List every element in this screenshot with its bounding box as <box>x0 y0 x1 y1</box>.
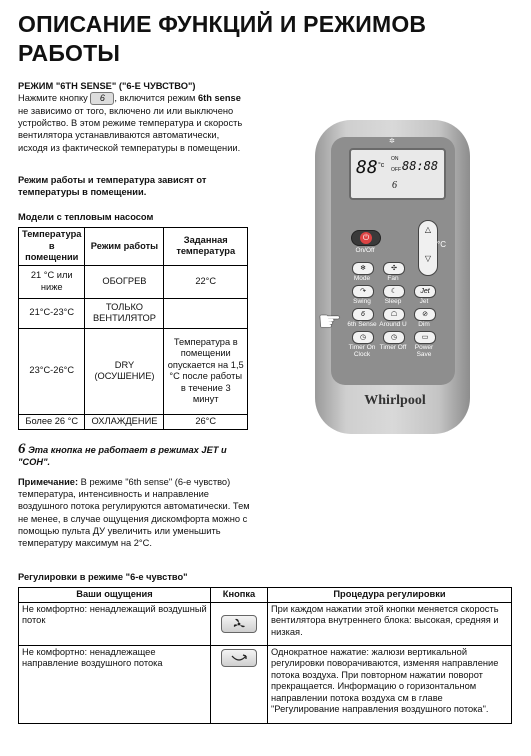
pointing-hand-icon: ☛ <box>318 306 342 336</box>
page-title: ОПИСАНИЕ ФУНКЦИЙ И РЕЖИМОВ РАБОТЫ <box>18 11 427 66</box>
six-icon: 6 <box>18 441 26 457</box>
fan-button[interactable]: ✣ <box>383 262 405 275</box>
swing-icon <box>221 649 257 667</box>
swing-button[interactable]: ↷ <box>352 285 374 298</box>
mode-button[interactable]: ❄ <box>352 262 374 275</box>
sense-note-bold: Режим работы и температура зависят от температуры в помещении. <box>18 175 207 198</box>
remark: Примечание: В режиме "6th sense" (6-е чувство) температура, интенсивность и направление воздушного потока регулируются автоматически. Тем не менее, в случае ощущения дискомфорта можно с помощью пульта ДУ увеличить или уменьшить температуру максимум на 2°C. <box>18 477 250 549</box>
power-icon: ⏻ <box>360 232 372 244</box>
sleep-button[interactable]: ☾ <box>383 285 405 298</box>
brand-logo: Whirlpool <box>364 393 426 408</box>
up-arrow-icon: △ <box>424 225 432 234</box>
power-button[interactable] <box>351 230 381 246</box>
six-note: 6 Эта кнопка не работает в режимах JET и "СОН". <box>18 441 227 467</box>
sense-heading: РЕЖИМ "6TH SENSE" ("6-Е ЧУВСТВО") <box>18 81 196 91</box>
header-set-temp: Заданная температура <box>164 228 248 266</box>
dim-button[interactable]: ⊘ <box>414 308 436 321</box>
sense-paragraph: Нажмите кнопку 6 , включится режим 6th sense не зависимо от того, включено ли или выключено устройство. В этом режиме температура и скорость вентилятора устанавливаются автоматически, исходя из фактической температуры в помещении. <box>18 93 243 153</box>
jet-button[interactable]: Jet <box>414 285 436 298</box>
adjust-heading: Регулировки в режиме "6-е чувство" <box>18 572 188 582</box>
table-row: Не комфортно: ненадлежащий воздушный поток При каждом нажатии этой кнопки меняется скорость вентилятора внутреннего блока: высокая, средняя и низкая. <box>19 602 512 645</box>
table-row: 21°C-23°C ТОЛЬКО ВЕНТИЛЯТОР <box>19 298 248 328</box>
six-sense-button-icon: 6 <box>90 92 114 105</box>
temp-rocker[interactable] <box>418 220 438 276</box>
models-heading: Модели с тепловым насосом <box>18 212 154 222</box>
sixth-sense-button[interactable]: 6 <box>352 308 374 321</box>
around-u-button[interactable]: ☖ <box>383 308 405 321</box>
table-row: Более 26 °C ОХЛАЖДЕНИЕ 26°C <box>19 414 248 429</box>
header-room-temp: Температура в помещении <box>19 228 85 266</box>
header-mode: Режим работы <box>85 228 164 266</box>
timer-on-button[interactable]: ◷ <box>352 331 374 344</box>
table-row: 21 °C или ниже ОБОГРЕВ 22°C <box>19 265 248 298</box>
down-arrow-icon: ▽ <box>424 254 432 263</box>
table-row: 23°C-26°C DRY (ОСУШЕНИЕ) Температура в помещении опускается на 1,5 °C после работы в течение 3 минут <box>19 328 248 414</box>
remote-display: 88 °c ON OFF 88:88 6 <box>349 148 446 200</box>
timer-off-button[interactable]: ◷ <box>383 331 405 344</box>
adjust-table: Ваши ощущения Кнопка Процедура регулировки Не комфортно: ненадлежащий воздушный поток При каждом нажатии этой кнопки меняется скорость вентилятора внутреннего блока: высокая, средняя и низкая. Не комфортно: ненадлежащее направление воздушного потока Однократное нажатие: жалюзи вертикальной регулировки поворачиваются, изменяя направление потока воздуха. При повторном нажатии поворот прекращается. Информацию о горизонтальном направлении потока воздуха см в главе "Регулирование направления воздушного потока". <box>18 587 512 724</box>
table-row: Не комфортно: ненадлежащее направление воздушного потока Однократное нажатие: жалюзи вертикальной регулировки поворачиваются, изменяя направление потока воздуха. При повторном нажатии поворот прекращается. Информацию о горизонтальном направлении потока воздуха см в главе "Регулирование направления воздушного потока". <box>19 645 512 723</box>
signal-icon: ✲ <box>389 138 395 145</box>
mode-table <box>18 227 248 430</box>
power-save-button[interactable]: ▭ <box>414 331 436 344</box>
fan-icon <box>221 615 257 633</box>
